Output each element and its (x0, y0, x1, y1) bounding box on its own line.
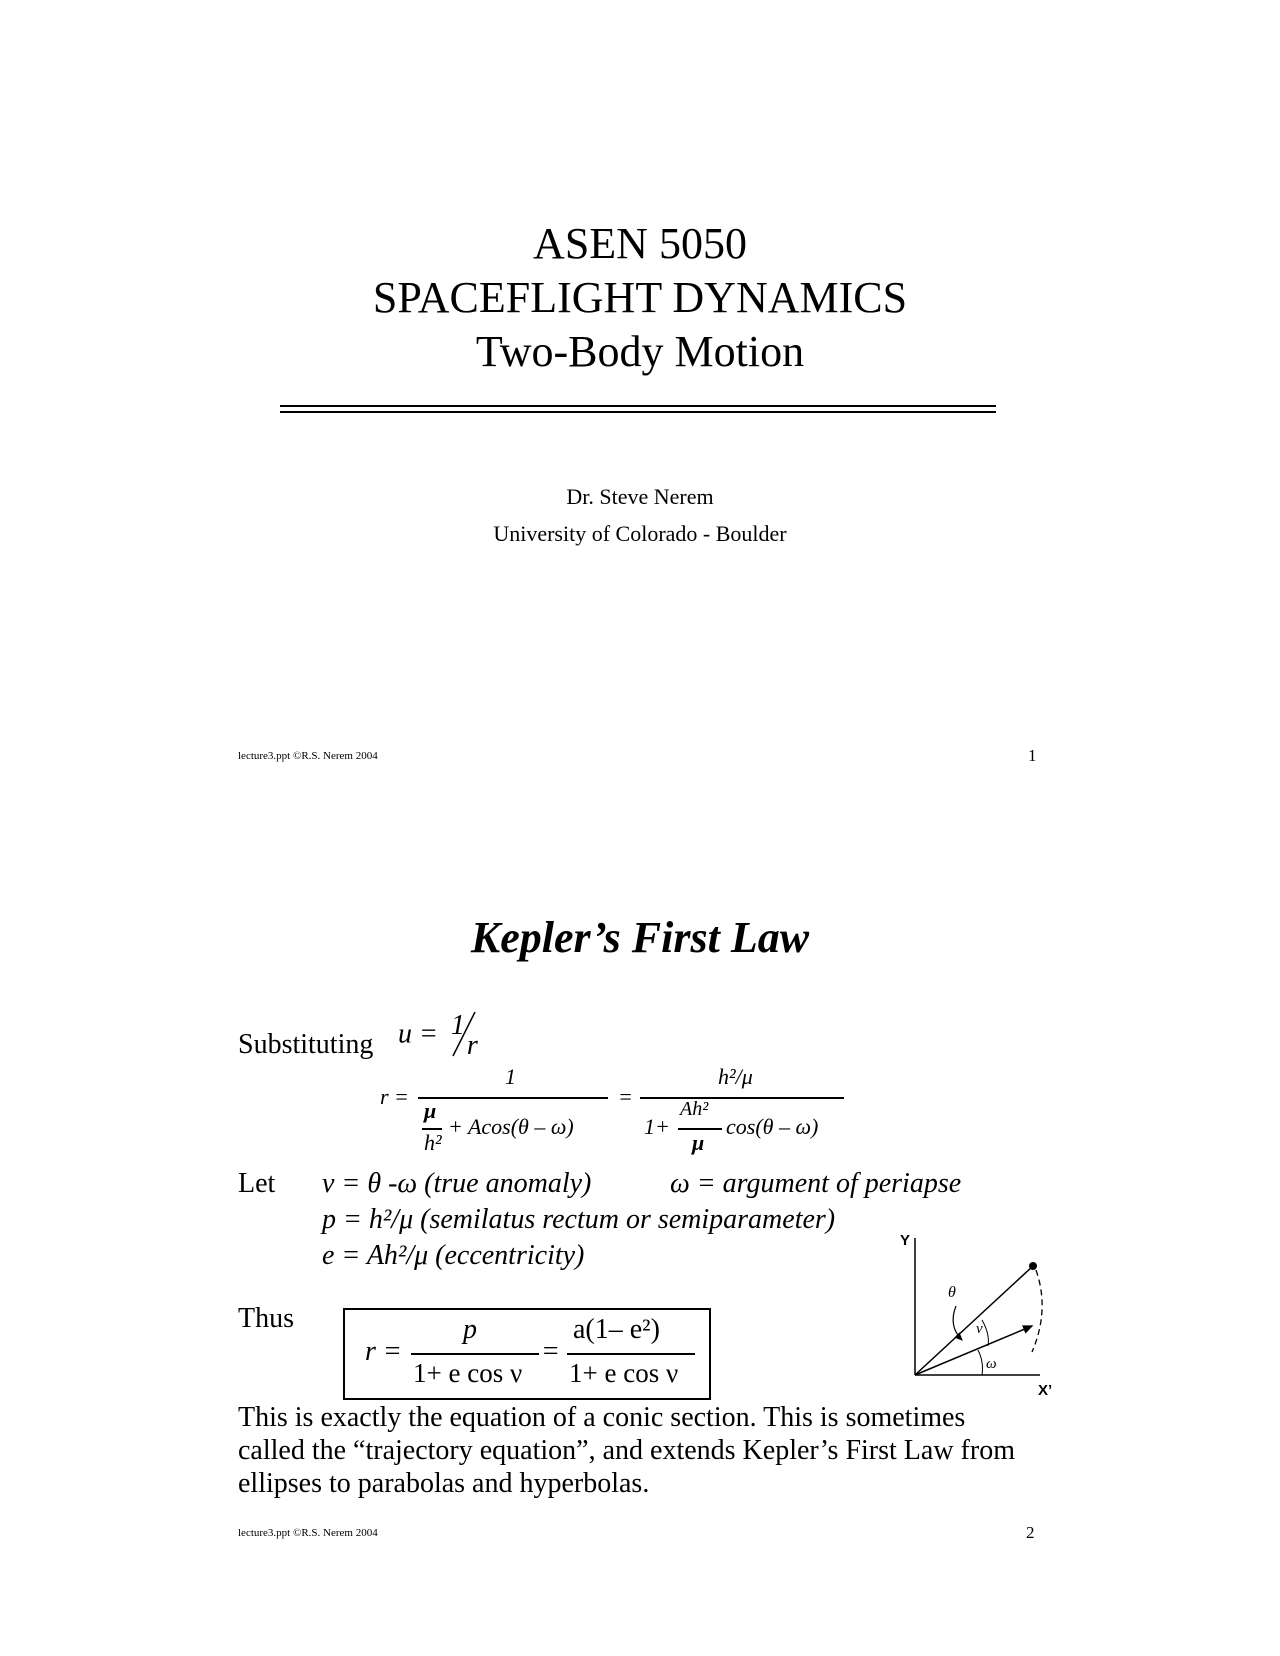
y-axis-label: Y (900, 1232, 911, 1249)
nu-label: ν (976, 1321, 983, 1337)
substitution-expression (398, 1010, 485, 1061)
definition-semiparameter: p = h²/μ (semilatus rectum or semiparameter) (322, 1204, 836, 1235)
boxed-eq-f1-den: 1+ e cos ν (413, 1358, 523, 1388)
eq1-frac1-den-mu: μ (424, 1098, 437, 1123)
theta-label: θ (948, 1284, 956, 1301)
let-label: Let (238, 1168, 276, 1199)
slide-heading: Kepler’s First Law (470, 913, 810, 962)
eq1-frac2-den-mu: μ (692, 1130, 705, 1155)
conic-section-paragraph: This is exactly the equation of a conic section. This is sometimes called the “trajectory equation”, and extends Kepler’s First Law from ellipses to parabolas and hyperbolas. (238, 1402, 1015, 1499)
course-name: SPACEFLIGHT DYNAMICS (372, 273, 908, 322)
slide-1-footer: lecture3.ppt ©R.S. Nerem 2004 (238, 750, 378, 762)
eq1-frac2-num: h²/μ (718, 1064, 753, 1089)
boxed-eq-f1-bar (411, 1353, 539, 1355)
boxed-eq-f2-bar (567, 1353, 695, 1355)
substitution-den: r (466, 1030, 478, 1061)
title-rule-top (280, 405, 996, 407)
x-axis-label: X’ (1038, 1382, 1053, 1399)
definition-true-anomaly: ν = θ -ω (true anomaly) (322, 1168, 592, 1199)
boxed-eq-equals: = (541, 1336, 560, 1367)
eq1-equals: = (618, 1084, 633, 1109)
slide-2-footer: lecture3.ppt ©R.S. Nerem 2004 (238, 1527, 378, 1539)
boxed-eq-f2-den: 1+ e cos ν (569, 1358, 679, 1388)
omega-label: ω (986, 1356, 997, 1372)
eq1-frac1-bar (418, 1097, 608, 1099)
satellite-point (1029, 1262, 1037, 1270)
thus-label: Thus (238, 1303, 294, 1334)
orbit-arc (1032, 1270, 1042, 1352)
theta-arrow (953, 1306, 962, 1340)
nu-arc (982, 1320, 988, 1346)
eq1-frac2-den-one: 1+ (644, 1114, 670, 1139)
boxed-eq-f2-num: a(1– e²) (573, 1314, 660, 1345)
orbit-angle-diagram (890, 1230, 1060, 1400)
boxed-equation (343, 1308, 711, 1400)
author-name: Dr. Steve Nerem (566, 484, 714, 509)
position-vector (915, 1266, 1033, 1375)
eq1-frac1-num: 1 (505, 1064, 516, 1089)
substituting-label: Substituting (238, 1029, 374, 1060)
eq1-frac2-den-Ah2: Ah² (680, 1098, 709, 1120)
definition-eccentricity: e = Ah²/μ (eccentricity) (322, 1240, 585, 1271)
slide-1-page-number: 1 (1028, 746, 1037, 765)
slide-2-page-number: 2 (1026, 1523, 1035, 1542)
course-code: ASEN 5050 (533, 219, 747, 268)
eq1-frac1-den-rest: + Acos(θ – ω) (448, 1114, 574, 1139)
substitution-lhs: u = (398, 1018, 438, 1050)
boxed-eq-f1-num: p (463, 1314, 477, 1345)
eq1-lhs: r = (380, 1084, 409, 1109)
eq1-frac2-bar (640, 1097, 844, 1099)
orbit-angle-diagram-svg (890, 1230, 1060, 1400)
periapse-vector (915, 1326, 1032, 1375)
eq1-frac2-den-rest: cos(θ – ω) (726, 1114, 819, 1139)
substitution-num: 1 (450, 1010, 465, 1041)
definition-argument-of-periapse: ω = argument of periapse (670, 1168, 962, 1199)
title-rule-bottom (280, 411, 996, 413)
omega-arc (978, 1350, 983, 1375)
boxed-eq-lhs: r = (365, 1336, 402, 1367)
author-affiliation: University of Colorado - Boulder (493, 521, 787, 546)
lecture-title: Two-Body Motion (475, 327, 805, 376)
eq1-frac1-den-h2: h² (424, 1130, 442, 1155)
